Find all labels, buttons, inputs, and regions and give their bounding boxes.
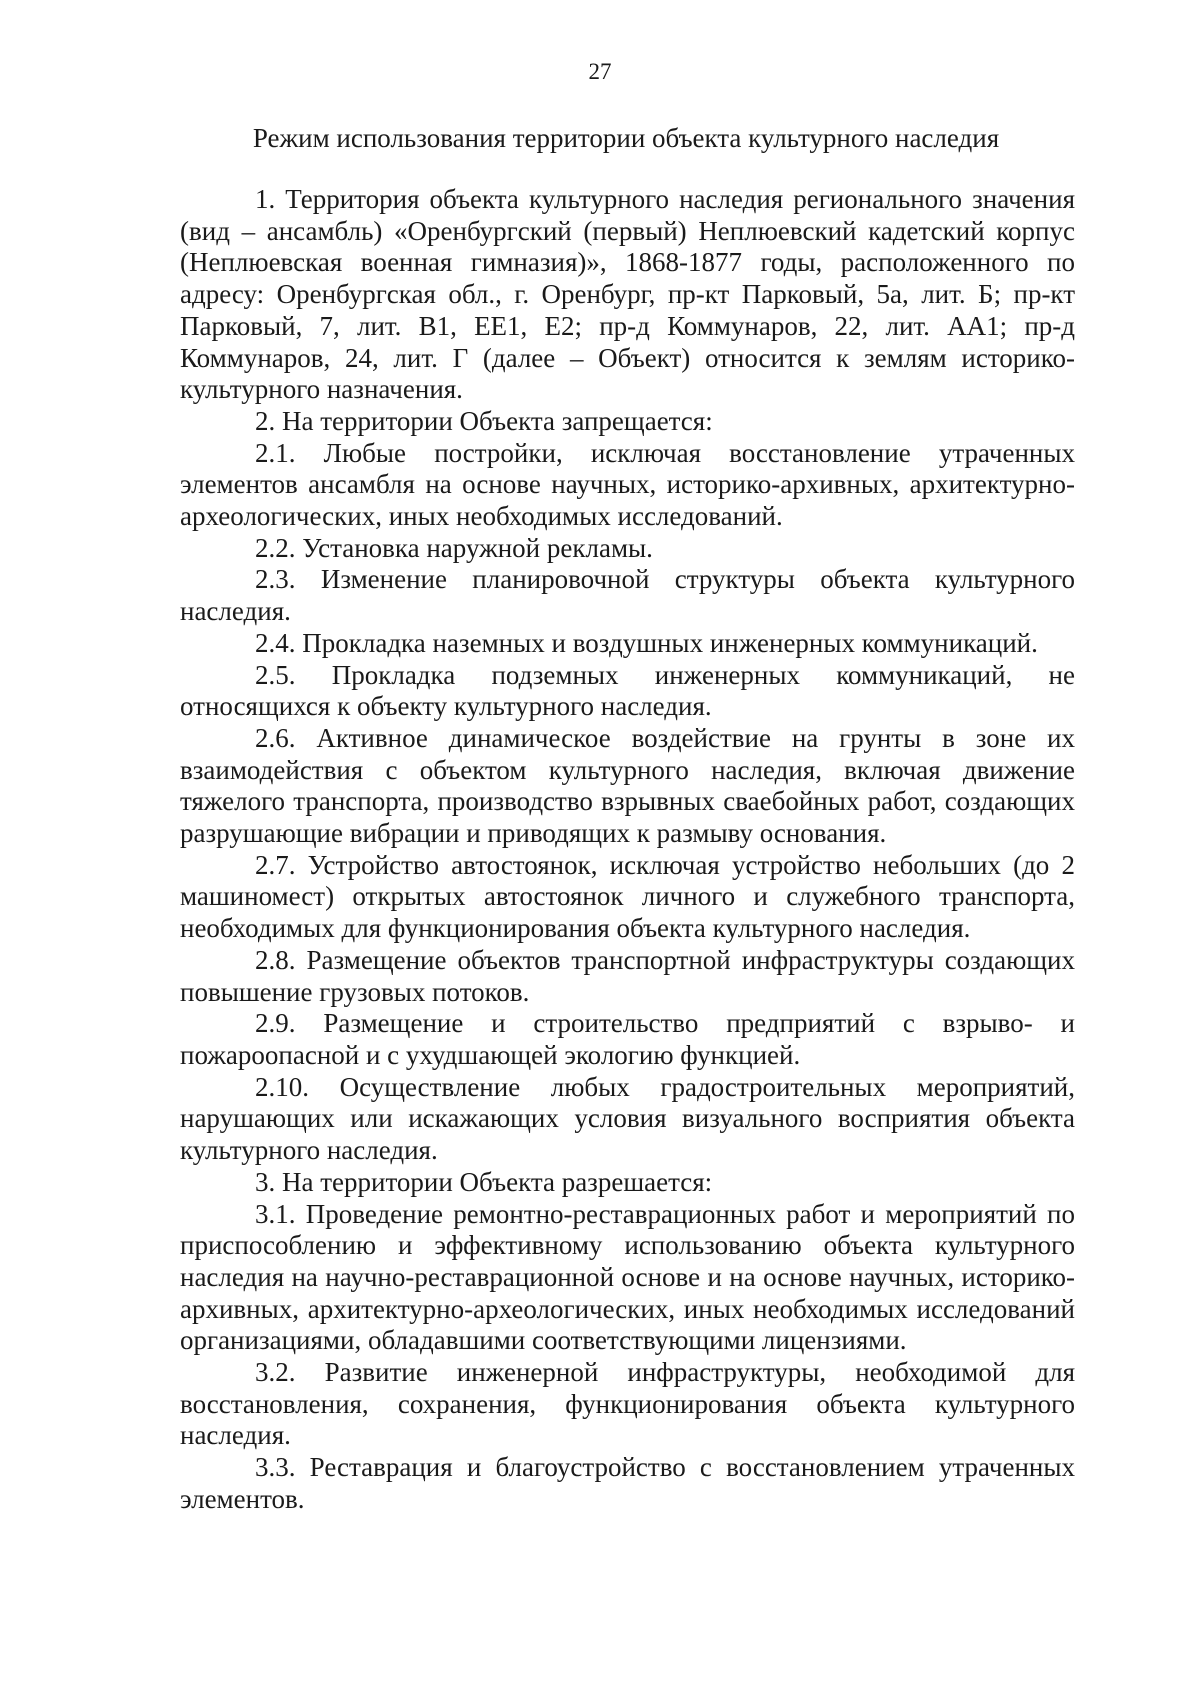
paragraph-2-1: 2.1. Любые постройки, исключая восстановление утраченных элементов ансамбля на основе научных, историко-архивных, архитектурно-археологических, иных необходимых исследований.	[180, 437, 1075, 532]
paragraph-2-8: 2.8. Размещение объектов транспортной инфраструктуры создающих повышение грузовых потоков.	[180, 944, 1075, 1007]
document-body	[180, 184, 1075, 1516]
paragraph-2-7: 2.7. Устройство автостоянок, исключая устройство небольших (до 2 машиномест) открытых автостоянок личного и служебного транспорта, необходимых для функционирования объекта культурного наследия.	[180, 849, 1075, 944]
paragraph-2-9: 2.9. Размещение и строительство предприятий с взрыво- и пожароопасной и с ухудшающей экологию функцией.	[180, 1008, 1075, 1070]
paragraph-3-1: 3.1. Проведение ремонтно-реставрационных работ и мероприятий по приспособлению и эффективному использованию объекта культурного наследия на научно-реставрационной основе и на основе научных, историко-архивных, архитектурно-археологических, иных необходимых исследований организациями, обладавшими соответствующими лицензиями.	[180, 1198, 1075, 1356]
document-title: Режим использования территории объекта культурного наследия	[252, 123, 1000, 153]
paragraph-2-5: 2.5. Прокладка подземных инженерных коммуникаций, не относящихся к объекту культурного наследия.	[180, 659, 1075, 722]
paragraph-2-6: 2.6. Активное динамическое воздействие на грунты в зоне их взаимодействия с объектом культурного наследия, включая движение тяжелого транспорта, производство взрывных сваебойных работ, создающих разрушающие вибрации и приводящих к размыву основания.	[180, 722, 1075, 849]
paragraph-3: 3. На территории Объекта разрешается:	[255, 1166, 713, 1197]
paragraph-2: 2. На территории Объекта запрещается:	[255, 405, 713, 436]
paragraph-2-4: 2.4. Прокладка наземных и воздушных инженерных коммуникаций.	[255, 627, 1038, 658]
paragraph-3-2: 3.2. Развитие инженерной инфраструктуры, необходимой для восстановления, сохранения, функционирования объекта культурного наследия.	[180, 1357, 1075, 1451]
paragraph-2-10: 2.10. Осуществление любых градостроительных мероприятий, нарушающих или искажающих условия визуального восприятия объекта культурного наследия.	[180, 1071, 1075, 1166]
page-number: 27	[588, 59, 612, 84]
paragraph-2-3: 2.3. Изменение планировочной структуры объекта культурного наследия.	[180, 564, 1075, 627]
paragraph-1: 1. Территория объекта культурного наследия регионального значения (вид – ансамбль) «Оренбургский (первый) Неплюевский кадетский корпус (Неплюевская военная гимназия)», 1868-1877 годы, расположенного по адресу: Оренбургская обл., г. Оренбург, пр-кт Парковый, 5а, лит. Б; пр-кт Парковый, 7, лит. В1, ЕЕ1, Е2; пр-д Коммунаров, 22, лит. АА1; пр-д Коммунаров, 24, лит. Г (далее – Объект) относится к землям историко-культурного назначения.	[180, 184, 1075, 405]
paragraph-2-2: 2.2. Установка наружной рекламы.	[255, 532, 653, 563]
paragraph-3-3: 3.3. Реставрация и благоустройство с восстановлением утраченных элементов.	[180, 1452, 1075, 1514]
